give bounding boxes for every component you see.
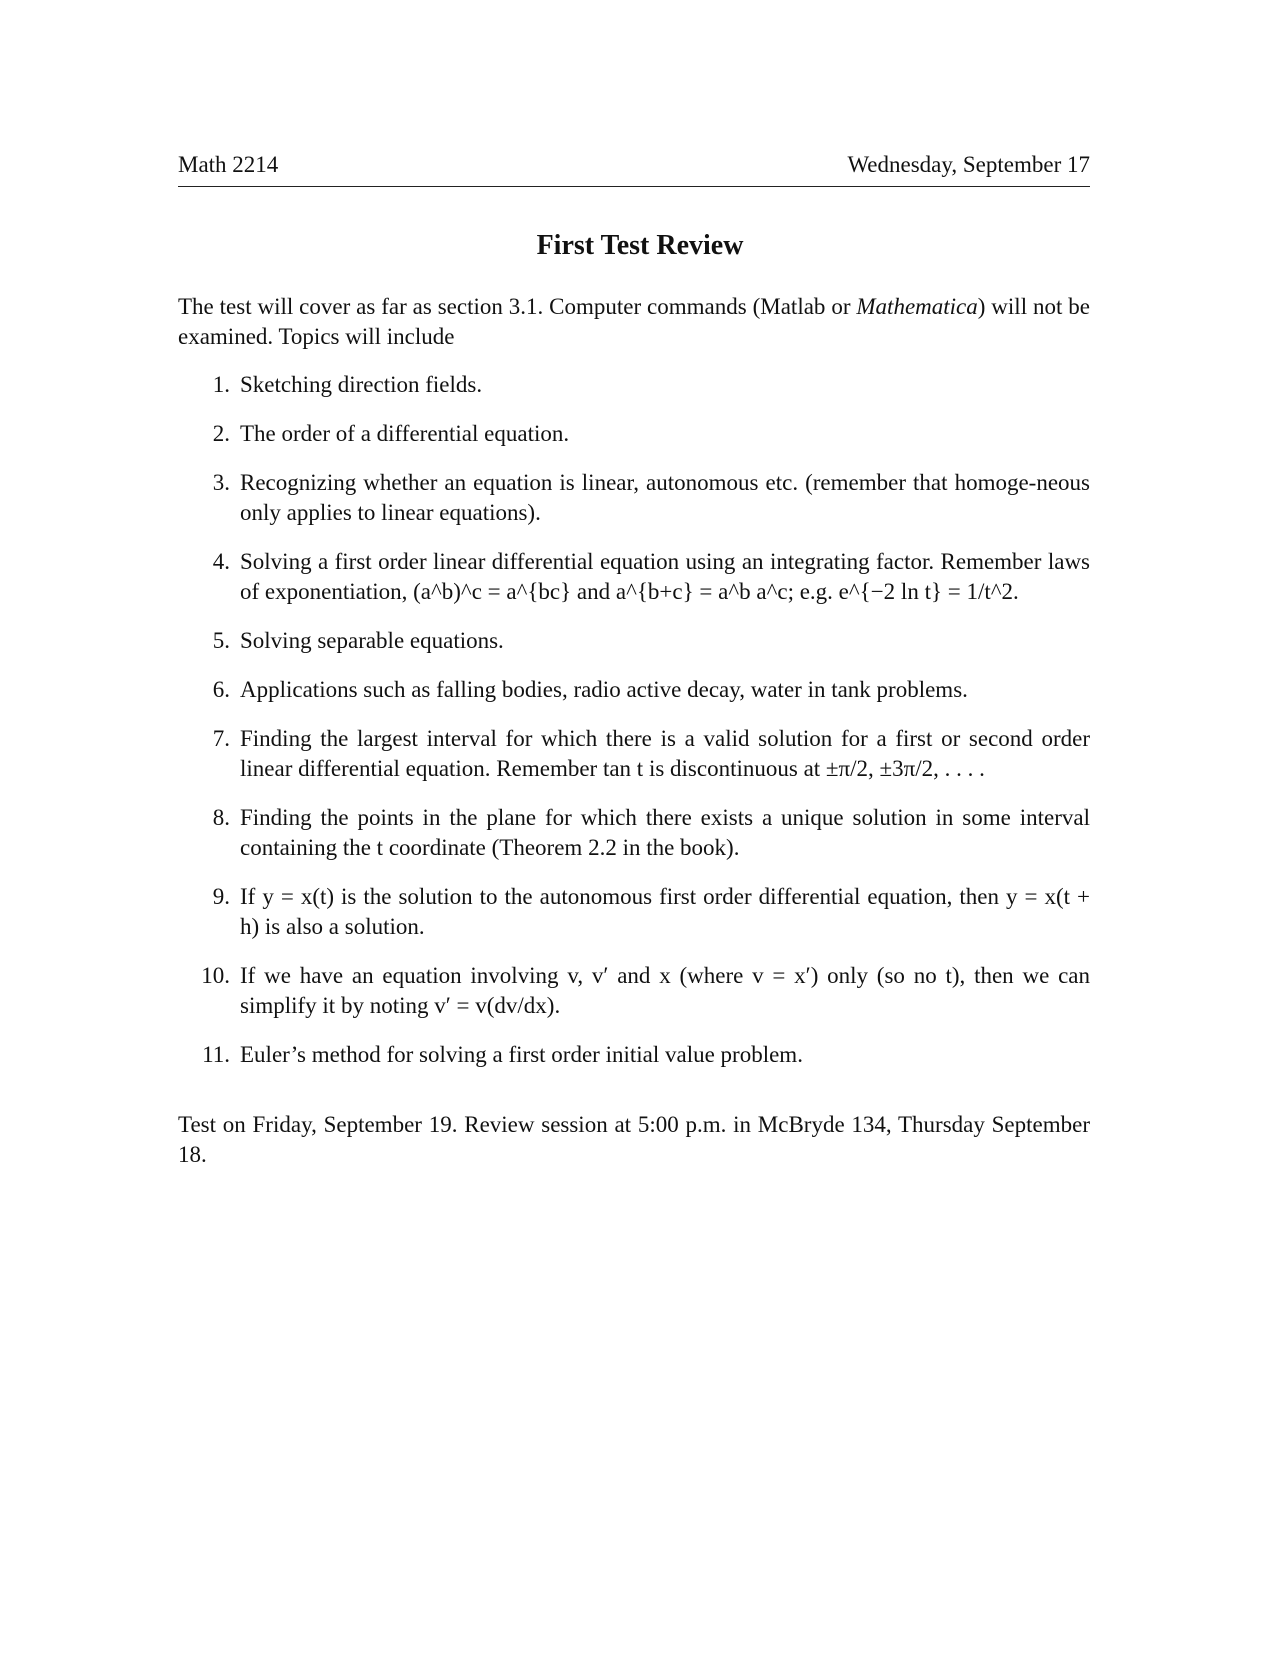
item-text: The order of a differential equation. [240,421,570,446]
intro-paragraph [178,292,1090,352]
page-header [178,152,1090,187]
intro-text-before: The test will cover as far as section 3.1. Computer commands (Matlab or [178,294,857,319]
item-text: Sketching direction fields. [240,372,483,397]
item-text: Finding the largest interval for which there is a valid solution for a first or second order linear differential equation. Remember tan t is discontinuous at ±π/2, ±3π/2, . . . . [240,726,1090,781]
intro-text-after: ) will not be examined. Topics will include [178,294,1090,349]
list-item [178,961,1090,1021]
closing-paragraph: Test on Friday, September 19. Review session at 5:00 p.m. in McBryde 134, Thursday September 18. [178,1112,1090,1167]
course-label: Math 2214 [178,152,279,177]
list-item [178,626,1090,656]
list-item [178,370,1090,400]
item-number: 10. [201,963,230,988]
item-text: Applications such as falling bodies, radio active decay, water in tank problems. [240,677,968,702]
list-item [178,803,1090,863]
list-item [178,547,1090,607]
list-item [178,419,1090,449]
list-item [178,724,1090,784]
item-number: 4. [212,549,230,574]
item-number: 2. [212,421,230,446]
intro-emphasis: Mathematica [856,294,978,319]
list-item [178,1040,1090,1070]
item-text: Finding the points in the plane for which there exists a unique solution in some interval containing the t coordinate (Theorem 2.2 in the book). [240,805,1090,860]
item-number: 9. [212,884,230,909]
item-text: If y = x(t) is the solution to the autonomous first order differential equation, then y = x(t + h) is also a solution. [240,884,1090,939]
item-number: 3. [212,470,230,495]
item-text: Solving a first order linear differential equation using an integrating factor. Remember laws of exponentiation, (a^b)^c = a^{bc} and a^{b+c} = a^b a^c; e.g. e^{−2 ln t} = 1/t^2. [240,549,1090,604]
item-text: Solving separable equations. [240,628,504,653]
item-number: 6. [212,677,230,702]
item-text: Euler’s method for solving a first order initial value problem. [240,1042,803,1067]
item-number: 5. [212,628,230,653]
page-title: First Test Review [536,230,744,261]
topic-list [178,370,1090,1070]
item-number: 8. [212,805,230,830]
item-number: 7. [212,726,230,751]
list-item [178,882,1090,942]
list-item [178,468,1090,528]
list-item [178,675,1090,705]
item-text: Recognizing whether an equation is linear, autonomous etc. (remember that homoge-neous only applies to linear equations). [240,470,1090,525]
item-number: 11. [202,1042,230,1067]
item-number: 1. [212,372,230,397]
item-text: If we have an equation involving v, v′ and x (where v = x′) only (so no t), then we can simplify it by noting v′ = v(dv/dx). [240,963,1090,1018]
date-label: Wednesday, September 17 [847,152,1090,177]
